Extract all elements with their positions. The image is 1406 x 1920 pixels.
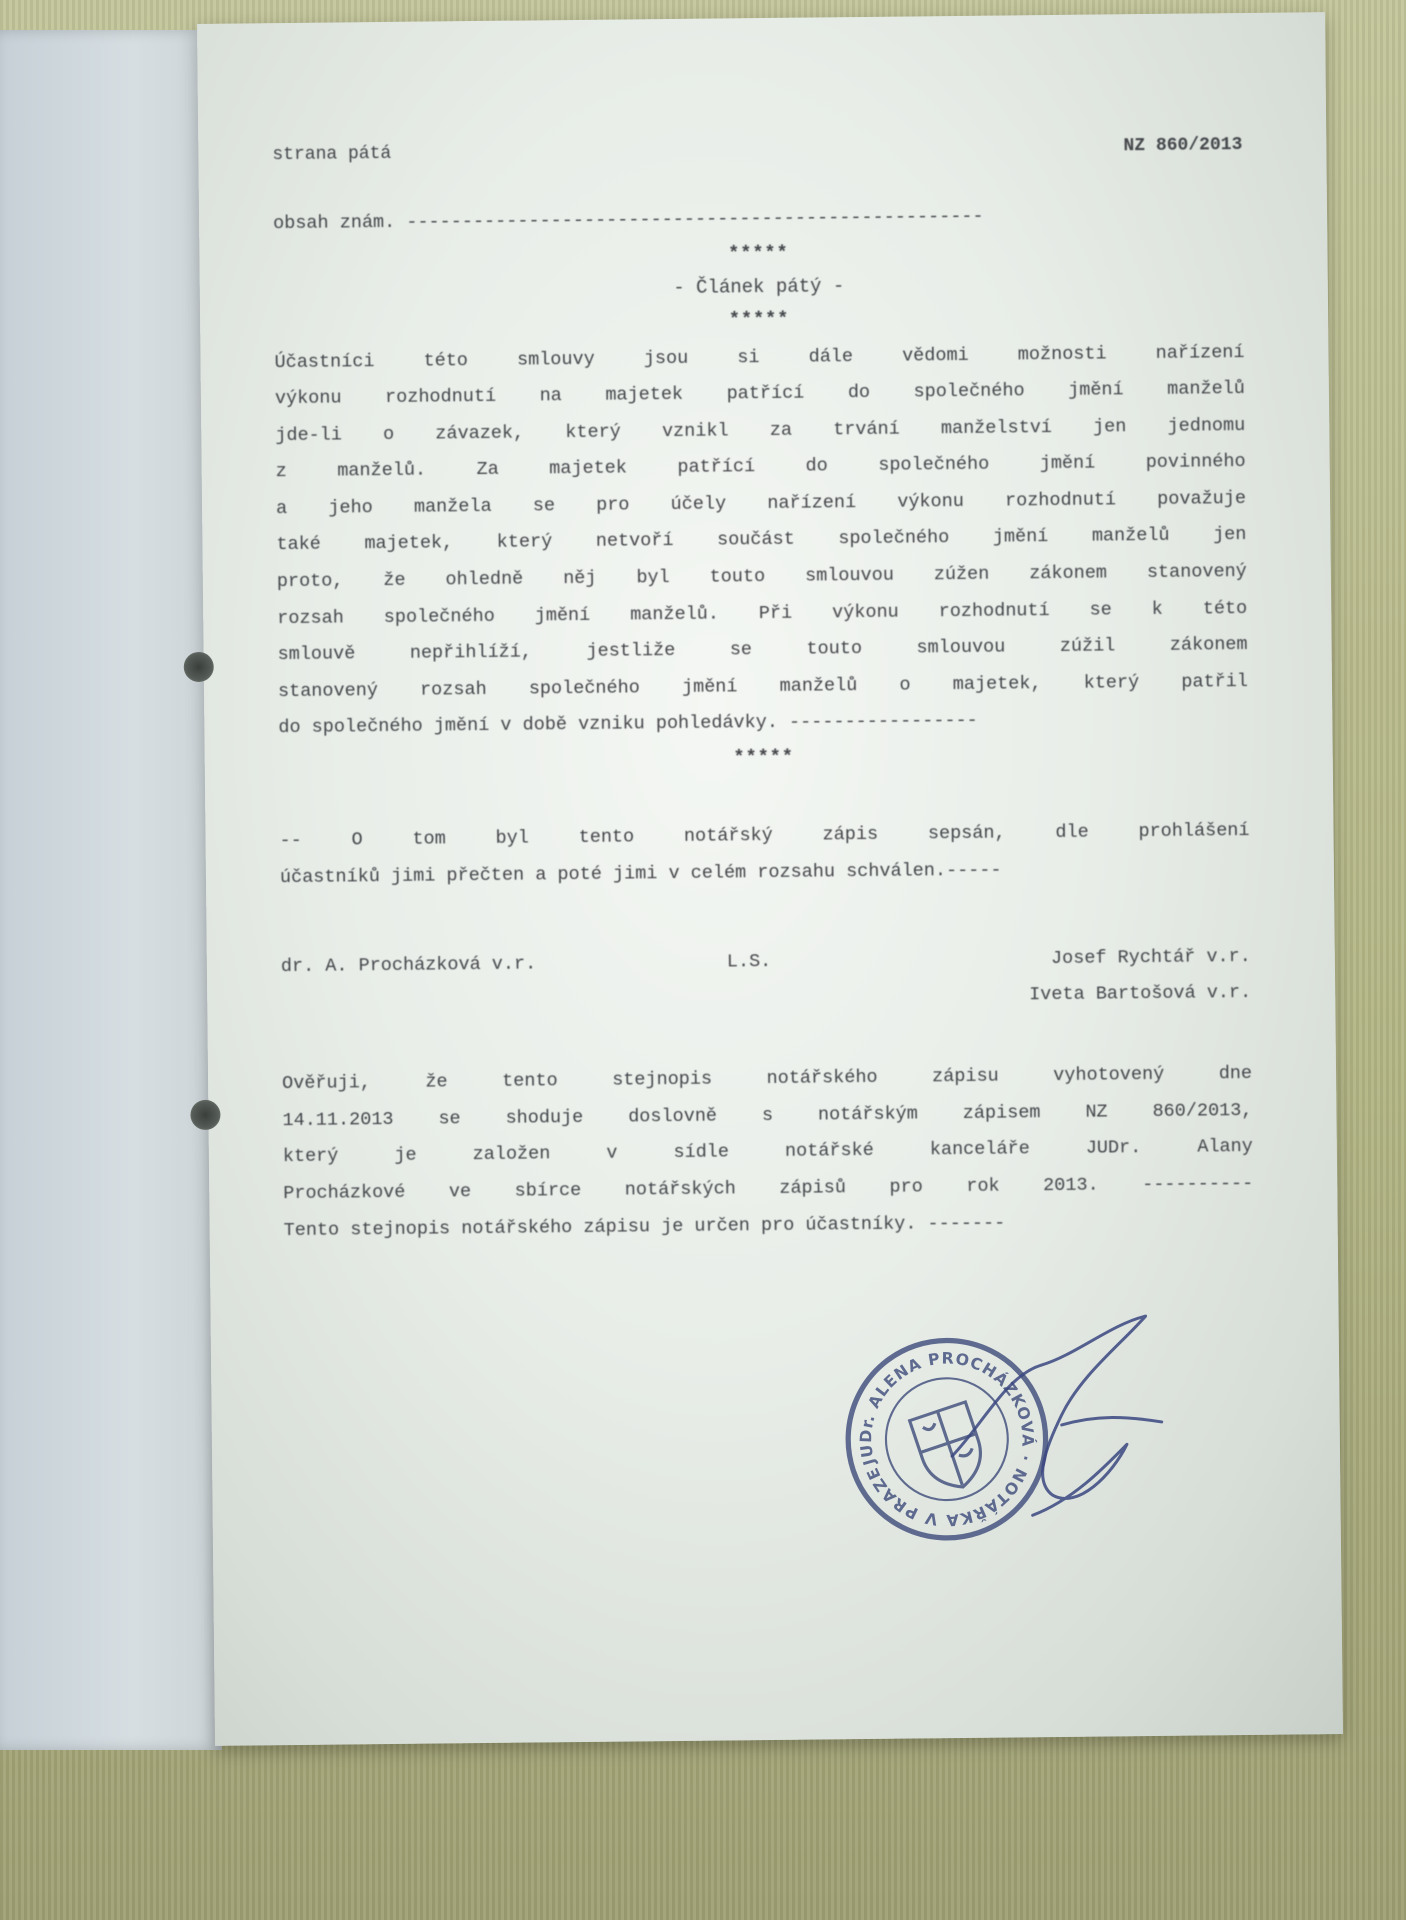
notary-signature: dr. A. Procházková v.r. (280, 953, 537, 978)
party-signature: Iveta Bartošová v.r. (1029, 982, 1252, 1006)
certification-line: Tento stejnopis notářského zápisu je určen pro účastníky. ------- (283, 1212, 1006, 1241)
paragraph-line: Účastníci této smlouvy jsou si dále vědomi možnosti nařízení (274, 341, 1245, 373)
certification-line: který je založen v sídle notářské kanceláře JUDr. Alany (282, 1136, 1253, 1168)
locus-sigilli: L.S. (726, 951, 772, 973)
separator-stars: ***** (728, 308, 790, 330)
facing-page (0, 30, 222, 1750)
document-content (272, 135, 1254, 1249)
page-header (272, 135, 1242, 165)
reference-number: NZ 860/2013 (1123, 135, 1243, 157)
paragraph-line: a jeho manžela se pro účely nařízení výkonu rozhodnutí považuje (275, 487, 1247, 520)
paragraph-line: stanovený rozsah společného jmění manželů o majetek, který patřil (277, 670, 1249, 702)
paragraph-line: jde-li o závazek, který vznikl za trvání manželství jen jednomu (275, 414, 1246, 446)
separator-stars: ***** (728, 242, 789, 264)
closing-paragraph (279, 813, 1250, 896)
certification-line: Procházkové ve sbírce notářských zápisů pro rok 2013. ---------- (283, 1172, 1254, 1205)
punch-hole (190, 1100, 220, 1130)
closing-line: -- O tom byl tento notářský zápis sepsán, dle prohlášení (279, 820, 1250, 852)
article-paragraph (274, 335, 1248, 748)
certification-line: Ověřuji, že tento stejnopis notářského zápisu vyhotovený dne (282, 1063, 1253, 1095)
paragraph-line: do společného jmění v době vzniku pohledávky. ----------------- (278, 710, 978, 739)
paragraph-line: také majetek, který netvoří součást společného jmění manželů jen (276, 524, 1247, 556)
page-label: strana pátá (272, 143, 392, 166)
obsah-line: obsah znám. ---------------------------------------------------- (273, 205, 984, 235)
document-page (197, 12, 1343, 1746)
article-title: - Článek pátý - (673, 274, 845, 299)
certification-paragraph (282, 1056, 1254, 1249)
signature-block (281, 946, 1252, 1036)
paragraph-line: smlouvě nepřihlíží, jestliže se touto smlouvou zúžil zákonem (277, 634, 1248, 666)
paragraph-line: rozsah společného jmění manželů. Při výkonu rozhodnutí se k této (277, 597, 1248, 629)
stamp-text: JUDr. ALENA PROCHÁZKOVÁ · NOTÁŘKA V PRAZE (856, 1348, 1038, 1531)
closing-line: účastníků jimi přečten a poté jimi v celém rozsahu schválen.----- (279, 859, 1002, 888)
paragraph-line: z manželů. Za majetek patřící do společného jmění povinného (275, 451, 1246, 483)
party-signature: Josef Rychtář v.r. (1050, 946, 1251, 970)
handwritten-signature (910, 1303, 1212, 1536)
paragraph-line: proto, že ohledně něj byl touto smlouvou zúžen zákonem stanovený (276, 561, 1247, 593)
separator-stars: ***** (733, 746, 795, 769)
certification-line: 14.11.2013 se shoduje doslovně s notářským zápisem NZ 860/2013, (282, 1099, 1253, 1131)
punch-hole (184, 652, 214, 682)
paragraph-line: výkonu rozhodnutí na majetek patřící do společného jmění manželů (274, 378, 1246, 410)
